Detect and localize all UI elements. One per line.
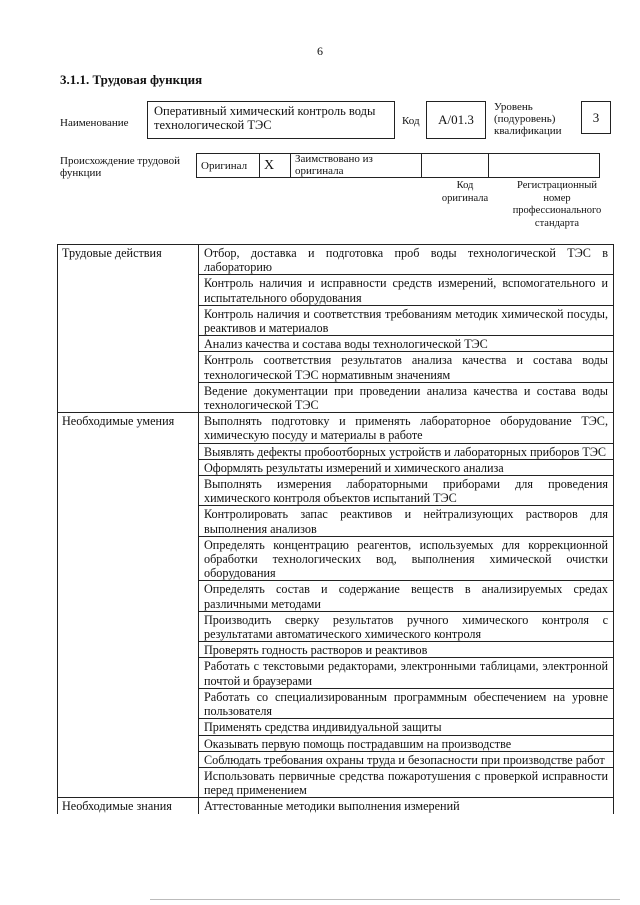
page-number: 6 <box>317 44 323 58</box>
code-label: Код <box>402 115 420 127</box>
item-cell: Отбор, доставка и подготовка проб воды технологической ТЭС в лабораторию <box>199 245 614 275</box>
code-original-cell <box>422 154 489 178</box>
original-mark: X <box>260 154 291 178</box>
category-cell: Необходимые умения <box>58 413 199 798</box>
reg-number-caption: Регистрационный номер профессионального стандарта <box>512 180 602 229</box>
table-row <box>58 798 614 814</box>
item-cell: Проверять годность растворов и реактивов <box>199 642 614 658</box>
name-label: Наименование <box>60 117 129 129</box>
item-cell: Работать с текстовыми редакторами, электронными таблицами, электронной почтой и браузерами <box>199 658 614 688</box>
page-bottom-rule <box>150 899 620 900</box>
reg-number-cell <box>489 154 600 178</box>
item-cell: Использовать первичные средства пожаротушения с проверкой исправности перед применением <box>199 767 614 797</box>
origin-label: Происхождение трудовой функции <box>60 155 181 179</box>
table-row <box>58 413 614 443</box>
code-original-caption: Код оригинала <box>441 180 489 204</box>
item-cell: Выполнять подготовку и применять лабораторное оборудование ТЭС, химическую посуду и материалы в работе <box>199 413 614 443</box>
item-cell: Применять средства индивидуальной защиты <box>199 719 614 735</box>
item-cell: Контроль наличия и исправности средств измерений, вспомогательного и испытательного оборудования <box>199 275 614 305</box>
item-cell: Определять концентрацию реагентов, используемых для коррекционной обработки технологических вод, выполнения химической очистки оборудования <box>199 536 614 581</box>
item-cell: Выполнять измерения лабораторными приборами для проведения химического контроля объектов испытаний ТЭС <box>199 476 614 506</box>
level-value: 3 <box>581 101 611 134</box>
item-cell: Анализ качества и состава воды технологической ТЭС <box>199 336 614 352</box>
item-cell: Аттестованные методики выполнения измерений <box>199 798 614 814</box>
section-title: 3.1.1. Трудовая функция <box>60 72 203 87</box>
table-row <box>58 245 614 275</box>
item-cell: Оказывать первую помощь пострадавшим на производстве <box>199 735 614 751</box>
origin-table <box>196 153 600 178</box>
item-cell: Контролировать запас реактивов и нейтрализующих растворов для выполнения анализов <box>199 506 614 536</box>
level-label: Уровень (подуровень) квалификации <box>494 101 562 137</box>
item-cell: Оформлять результаты измерений и химического анализа <box>199 459 614 475</box>
item-cell: Контроль наличия и соответствия требованиям методик химической посуды, реактивов и материалов <box>199 305 614 335</box>
item-cell: Выявлять дефекты пробоотборных устройств и лабораторных приборов ТЭС <box>199 443 614 459</box>
item-cell: Ведение документации при проведении анализа качества и состава воды технологической ТЭС <box>199 382 614 412</box>
function-table <box>57 244 614 814</box>
item-cell: Определять состав и содержание веществ в анализируемых средах различными методами <box>199 581 614 611</box>
category-cell: Трудовые действия <box>58 245 199 413</box>
item-cell: Производить сверку результатов ручного химического контроля с результатами автоматического химического контроля <box>199 611 614 641</box>
category-cell: Необходимые знания <box>58 798 199 814</box>
borrowed-label: Заимствовано из оригинала <box>291 154 422 178</box>
code-value: A/01.3 <box>426 101 486 139</box>
item-cell: Контроль соответствия результатов анализа качества и состава воды технологической ТЭС нормативным значениям <box>199 352 614 382</box>
original-label: Оригинал <box>197 154 260 178</box>
function-name-box: Оперативный химический контроль воды технологической ТЭС <box>147 101 395 139</box>
item-cell: Соблюдать требования охраны труда и безопасности при производстве работ <box>199 751 614 767</box>
item-cell: Работать со специализированным программным обеспечением на уровне пользователя <box>199 688 614 718</box>
